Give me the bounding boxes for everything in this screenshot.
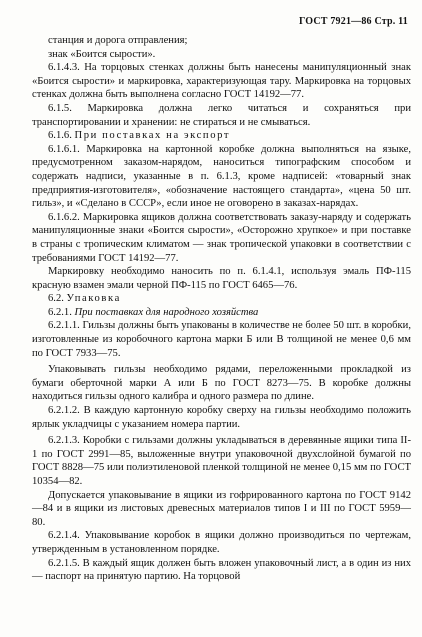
subsection-number: 6.2.1. [48, 306, 75, 318]
section-number: 6.2. [48, 293, 67, 305]
paragraph: Допускается упаковывание в ящики из гофрированного картона по ГОСТ 9142—84 и в ящики из листовых древесных материалов типов I и III по ГОСТ 5959—80. [32, 489, 411, 528]
paragraph: станция и дорога отправления; [48, 35, 188, 46]
section-heading [32, 129, 411, 143]
paragraph: знак «Боится сырости». [48, 48, 156, 60]
page-header: ГОСТ 7921—86 Стр. 11 [298, 16, 408, 27]
section-title: При поставках на экспорт [74, 130, 231, 142]
document-body [32, 34, 411, 584]
paragraph: 6.2.1.2. В каждую картонную коробку сверху на гильзы необходимо положить ярлык укладчицы с указанием номера партии. [32, 405, 411, 430]
section-heading [32, 292, 411, 306]
paragraph: 6.1.4.3. На торцовых стенках должны быть нанесены манипуляционный знак «Боится сырости» и маркировка, характеризующая тару. Маркировка на торцовых стенках должна быть выполнена согласно ГОСТ 14192—77. [32, 62, 411, 101]
subsection-heading [32, 306, 411, 320]
paragraph: Маркировку необходимо наносить по п. 6.1.4.1, используя эмаль ПФ-115 красную взамен эмали черной ПФ-115 по ГОСТ 6465—76. [32, 266, 411, 291]
paragraph: 6.2.1.1. Гильзы должны быть упакованы в количестве не более 50 шт. в коробки, изготовленные из коробочного картона марки Б или В толщиной не менее 0,6 мм по ГОСТ 7933—75. [32, 320, 411, 359]
paragraph: Упаковывать гильзы необходимо рядами, переложенными прокладкой из бумаги оберточной марки А или Б по ГОСТ 8273—75. В коробке должны находиться гильзы одного калибра и одного размера по длине. [32, 364, 411, 403]
paragraph: 6.1.6.2. Маркировка ящиков должна соответствовать заказу-наряду и содержать манипуляционные знаки «Боится сырости», «Осторожно хрупкое» и при поставке в страны с тропическим климатом — знак тропической упаковки в соответствии с требованиями ГОСТ 14192—77. [32, 211, 411, 264]
paragraph: 6.1.6.1. Маркировка на картонной коробке должна выполняться на языке, предусмотренном заказом-нарядом, наноситься типографским способом и содержать надписи, указанные в п. 6.1.3, кроме надписей: «товарный знак предприятия-изготовителя», «обозначение настоящего стандарта», «цена 50 шт. гильз», и «Сделано в СССР», если иное не оговорено в заказах-нарядах. [32, 143, 411, 210]
paragraph: 6.2.1.4. Упаковывание коробок в ящики должно производиться по чертежам, утвержденным в установленном порядке. [32, 530, 411, 555]
subsection-title: При поставках для народного хозяйства [74, 306, 259, 318]
paragraph: 6.2.1.5. В каждый ящик должен быть вложен упаковочный лист, а в один из них — паспорт на принятую партию. На торцовой [32, 557, 411, 583]
section-title: Упаковка [66, 293, 121, 305]
paragraph: 6.1.5. Маркировка должна легко читаться и сохраняться при транспортировании и хранении: не стираться и не смываться. [32, 102, 411, 128]
paragraph: 6.2.1.3. Коробки с гильзами должны укладываться в деревянные ящики типа II-1 по ГОСТ 2991—85, выложенные внутри упаковочной двухслойной бумагой по ГОСТ 8828—75 или полиэтиленовой пленкой толщиной не менее 0,15 мм по ГОСТ 10354—82. [32, 435, 411, 487]
section-number: 6.1.6. [48, 130, 75, 142]
